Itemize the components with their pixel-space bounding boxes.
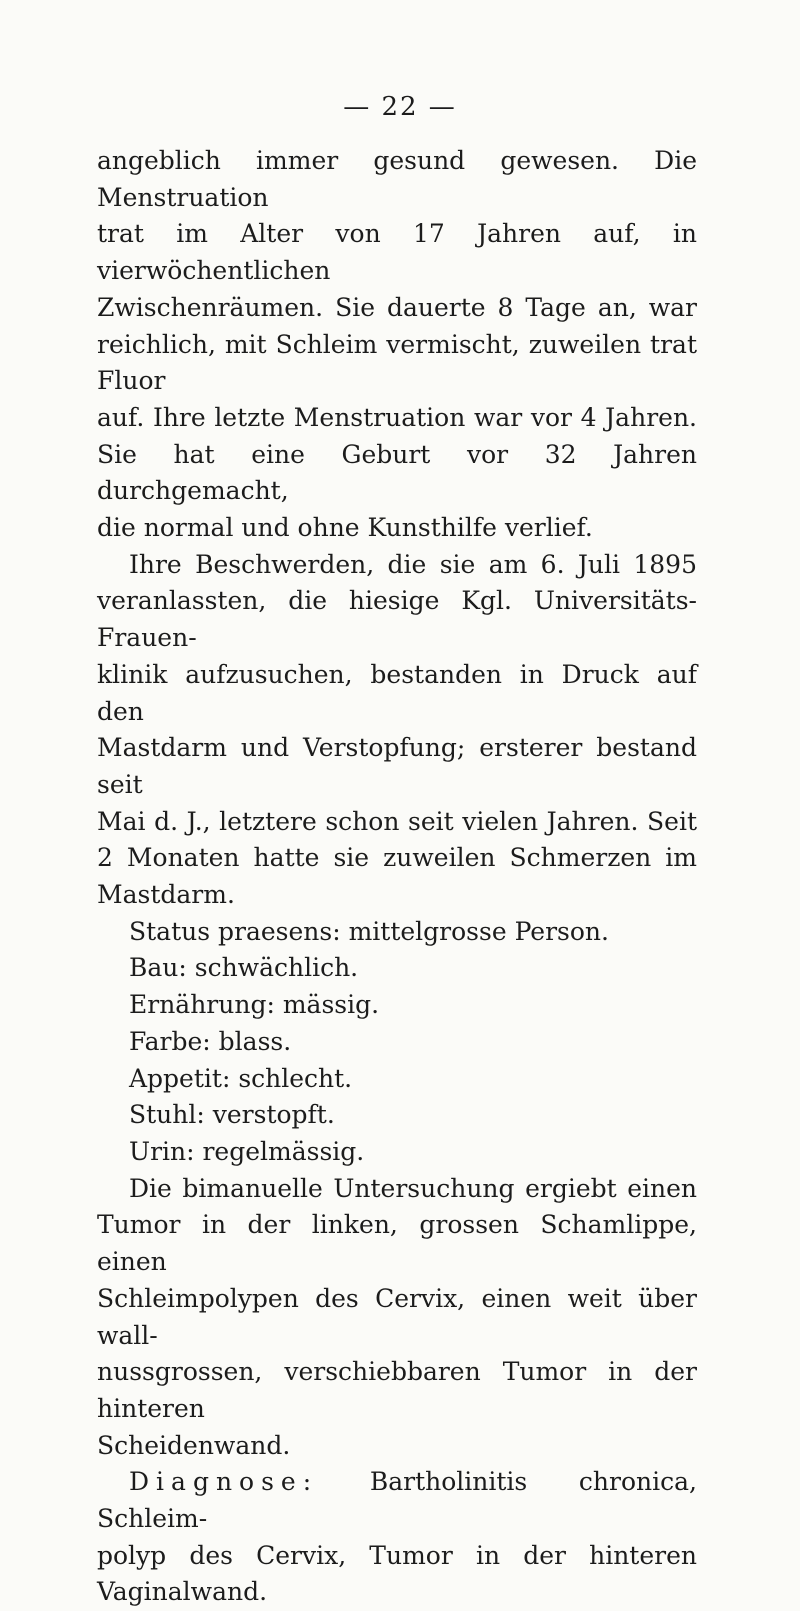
status-item: Appetit: schlecht. [129,1063,353,1093]
text-line: Mastdarm und Verstopfung; ersterer bestand seit [97,733,697,799]
paragraph-complaints [97,547,697,914]
text-line: Ihre Beschwerden, die sie am 6. Juli 1895 [129,549,697,579]
status-item: Bau: schwächlich. [129,953,359,983]
text-line: Die bimanuelle Untersuchung ergiebt einen [129,1173,697,1203]
text-line: Sie hat eine Geburt vor 32 Jahren durchgemacht, [97,439,697,506]
paragraph-diagnosis [97,1464,697,1611]
status-item: Status praesens: mittelgrosse Person. [129,916,609,946]
status-item: Farbe: blass. [129,1026,292,1056]
body-text [97,143,697,1611]
text-line: polyp des Cervix, Tumor in der hinteren Vaginalwand. [97,1540,697,1607]
diagnosis-text: Bartholinitis chronica, Schleim- [97,1467,697,1534]
paragraph-examination [97,1171,697,1465]
paragraph-history [97,143,697,547]
text-line: die normal und ohne Kunsthilfe verlief. [97,513,593,543]
status-item: Stuhl: verstopft. [129,1100,335,1130]
text-line: Tumor in der linken, grossen Schamlippe, einen [97,1210,697,1277]
text-line: veranlassten, die hiesige Kgl. Universitäts-Frauen- [97,586,697,653]
page-number: — 22 — [343,92,457,122]
status-item: Urin: regelmässig. [129,1136,365,1166]
text-line: Scheidenwand. [97,1430,291,1460]
text-line: nussgrossen, verschiebbaren Tumor in der hinteren [97,1357,697,1423]
text-line: angeblich immer gesund gewesen. Die Menstruation [97,146,697,212]
diagnosis-line [97,1464,697,1537]
text-line: auf. Ihre letzte Menstruation war vor 4 Jahren. [97,402,697,432]
text-line: Mai d. J., letztere schon seit vielen Jahren. Seit [97,806,697,836]
text-line: trat im Alter von 17 Jahren auf, in vierwöchentlichen [97,219,697,286]
text-line: Schleimpolypen des Cervix, einen weit über wall- [97,1283,697,1350]
status-item: Ernährung: mässig. [129,990,380,1020]
text-line: reichlich, mit Schleim vermischt, zuweilen trat Fluor [97,329,697,396]
status-praesens-list [97,914,697,1171]
text-line: klinik aufzusuchen, bestanden in Druck auf den [97,659,697,726]
text-line: 2 Monaten hatte sie zuweilen Schmerzen im Mastdarm. [97,843,697,910]
text-line: Zwischenräumen. Sie dauerte 8 Tage an, war [97,292,697,322]
diagnosis-label: Diagnose: [129,1467,319,1497]
